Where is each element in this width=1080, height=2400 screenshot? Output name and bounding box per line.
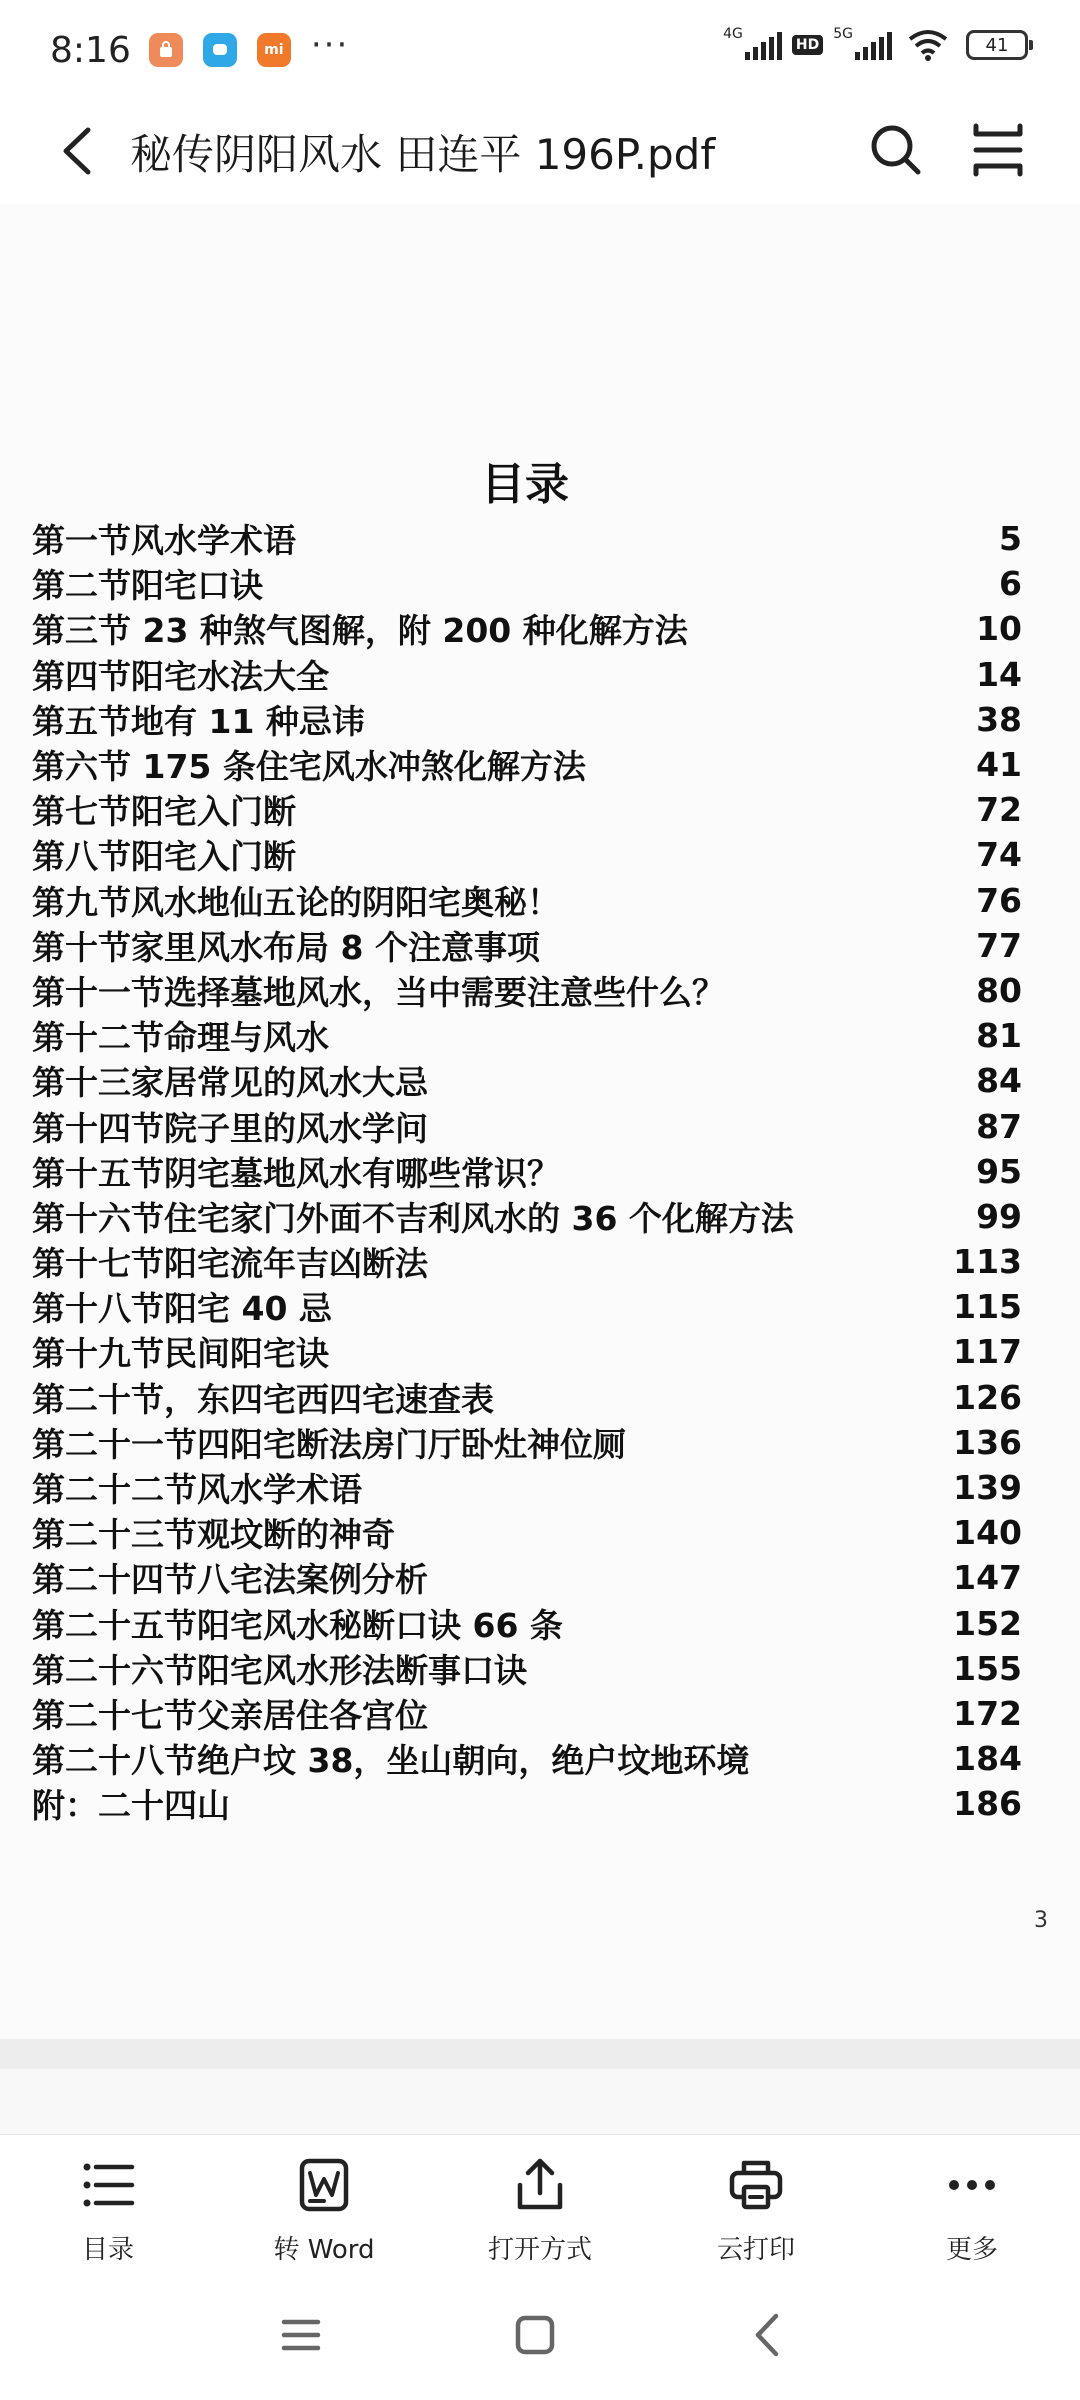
toc-entry-title: 第十八节阳宅 40 忌 <box>32 1289 332 1329</box>
toc-entry-title: 第一节风水学术语 <box>32 521 296 561</box>
toc-entry[interactable] <box>32 787 1022 832</box>
open-with-button[interactable] <box>432 2135 648 2274</box>
toc-entry-page: 147 <box>953 1558 1022 1598</box>
word-icon <box>294 2155 354 2215</box>
toc-entry-title: 第七节阳宅入门断 <box>32 792 296 832</box>
signal-4g-icon <box>745 30 782 60</box>
toc-entry-title: 第二十二节风水学术语 <box>32 1470 362 1510</box>
toc-entry-title: 附：二十四山 <box>32 1786 230 1826</box>
cloud-print-button[interactable] <box>648 2135 864 2274</box>
toc-entry-page: 72 <box>976 790 1022 830</box>
toc-entry[interactable] <box>32 1103 1022 1148</box>
document-viewer[interactable] <box>0 204 1080 2134</box>
toc-entry-title: 第三节 23 种煞气图解，附 200 种化解方法 <box>32 611 688 651</box>
toc-entry-title: 第十二节命理与风水 <box>32 1018 329 1058</box>
back-button[interactable] <box>52 124 102 178</box>
toc-entry-page: 172 <box>953 1693 1022 1733</box>
page-number: 3 <box>1034 1908 1048 1933</box>
toc-entry-page: 87 <box>976 1106 1022 1146</box>
status-bar <box>0 0 1080 100</box>
toc-entry[interactable] <box>32 832 1022 877</box>
wifi-icon <box>908 29 948 61</box>
toc-entry-title: 第二十三节观坟断的神奇 <box>32 1515 395 1555</box>
toc-entry-page: 95 <box>976 1151 1022 1191</box>
toc-entry-title: 第八节阳宅入门断 <box>32 837 296 877</box>
next-pdf-page[interactable] <box>0 2069 1080 2139</box>
title-bar <box>0 100 1080 200</box>
toc-entry[interactable] <box>32 652 1022 697</box>
toc-entry-title: 第二节阳宅口诀 <box>32 566 263 606</box>
toc-entry[interactable] <box>32 1510 1022 1555</box>
toc-list <box>32 516 1022 1826</box>
more-notifications-icon: ··· <box>310 25 350 65</box>
more-button[interactable] <box>864 2135 1080 2274</box>
toc-entry-title: 第二十八节绝户坟 38，坐山朝向，绝户坟地环境 <box>32 1741 750 1781</box>
toc-entry[interactable] <box>32 1646 1022 1691</box>
toc-entry-title: 第二十节，东四宅西四宅速查表 <box>32 1379 494 1419</box>
toc-entry-page: 10 <box>976 609 1022 649</box>
pdf-page[interactable] <box>0 204 1080 2039</box>
home-icon[interactable] <box>510 2310 560 2360</box>
cloud-print-label: 云打印 <box>716 2235 795 2265</box>
toc-entry[interactable] <box>32 1781 1022 1826</box>
status-indicators <box>723 26 1028 64</box>
network-4g-label: 4G <box>723 26 743 42</box>
toc-entry-page: 99 <box>976 1196 1022 1236</box>
toc-entry[interactable] <box>32 1194 1022 1239</box>
toc-entry-page: 186 <box>953 1784 1022 1824</box>
toc-entry-title: 第十四节院子里的风水学问 <box>32 1108 428 1148</box>
toc-entry[interactable] <box>32 878 1022 923</box>
toc-entry-title: 第十六节住宅家门外面不吉利风水的 36 个化解方法 <box>32 1198 794 1238</box>
clock: 8:16 <box>50 29 131 71</box>
toc-entry-page: 6 <box>999 564 1022 604</box>
toc-entry[interactable] <box>32 606 1022 651</box>
toc-entry[interactable] <box>32 697 1022 742</box>
toc-entry-title: 第十节家里风水布局 8 个注意事项 <box>32 927 540 967</box>
toc-entry-title: 第六节 175 条住宅风水冲煞化解方法 <box>32 747 586 787</box>
toc-entry-page: 117 <box>953 1332 1022 1372</box>
chat-icon <box>203 33 237 67</box>
toc-entry[interactable] <box>32 1239 1022 1284</box>
toc-entry[interactable] <box>32 1149 1022 1194</box>
toc-entry[interactable] <box>32 742 1022 787</box>
toc-entry-page: 152 <box>953 1603 1022 1643</box>
toc-entry[interactable] <box>32 516 1022 561</box>
share-icon <box>510 2155 570 2215</box>
convert-word-label: 转 Word <box>273 2235 375 2265</box>
menu-icon[interactable] <box>276 2310 326 2360</box>
toc-entry-page: 76 <box>976 880 1022 920</box>
toc-entry[interactable] <box>32 1736 1022 1781</box>
toc-entry-title: 第二十五节阳宅风水秘断口诀 66 条 <box>32 1605 563 1645</box>
toc-entry[interactable] <box>32 1013 1022 1058</box>
toc-entry-title: 第十三家居常见的风水大忌 <box>32 1063 428 1103</box>
toc-entry-title: 第十七节阳宅流年吉凶断法 <box>32 1244 428 1284</box>
toc-entry-title: 第十一节选择墓地风水，当中需要注意些什么？ <box>32 972 725 1012</box>
toc-entry[interactable] <box>32 968 1022 1013</box>
toc-entry-page: 38 <box>976 699 1022 739</box>
page-divider <box>0 2039 1080 2069</box>
convert-word-button[interactable] <box>216 2135 432 2274</box>
printer-icon <box>726 2155 786 2215</box>
toc-entry[interactable] <box>32 1465 1022 1510</box>
open-with-label: 打开方式 <box>487 2235 592 2265</box>
toc-entry-title: 第四节阳宅水法大全 <box>32 656 329 696</box>
toc-entry-title: 第九节风水地仙五论的阴阳宅奥秘！ <box>32 882 560 922</box>
toc-entry-title: 第十九节民间阳宅诀 <box>32 1334 329 1374</box>
toc-heading: 目录 <box>481 459 569 510</box>
toc-entry[interactable] <box>32 1420 1022 1465</box>
toc-entry-page: 113 <box>953 1242 1022 1282</box>
mi-icon: mi <box>257 33 291 67</box>
toc-entry[interactable] <box>32 1329 1022 1374</box>
toc-entry-page: 77 <box>976 925 1022 965</box>
more-label: 更多 <box>945 2235 998 2265</box>
toc-entry-title: 第二十六节阳宅风水形法断事口诀 <box>32 1650 527 1690</box>
toc-entry-page: 84 <box>976 1061 1022 1101</box>
toc-entry[interactable] <box>32 923 1022 968</box>
system-nav-bar <box>0 2274 1080 2400</box>
toc-entry-page: 155 <box>953 1648 1022 1688</box>
toc-label: 目录 <box>81 2235 134 2265</box>
toc-entry-page: 126 <box>953 1377 1022 1417</box>
toc-entry-page: 81 <box>976 1016 1022 1056</box>
back-icon[interactable] <box>744 2310 794 2360</box>
toc-entry-page: 140 <box>953 1513 1022 1553</box>
toc-entry[interactable] <box>32 1601 1022 1646</box>
battery-indicator: 41 <box>966 30 1028 60</box>
toc-entry-page: 41 <box>976 745 1022 785</box>
toc-entry-title: 第五节地有 11 种忌讳 <box>32 701 365 741</box>
toc-entry[interactable] <box>32 1555 1022 1600</box>
shop-icon <box>149 33 183 67</box>
toc-button[interactable] <box>0 2135 216 2274</box>
hd-badge: HD <box>792 35 823 55</box>
toc-entry-title: 第二十四节八宅法案例分析 <box>32 1560 428 1600</box>
toc-entry[interactable] <box>32 1284 1022 1329</box>
more-icon <box>942 2155 1002 2215</box>
toc-entry-title: 第二十一节四阳宅断法房门厅卧灶神位厕 <box>32 1424 626 1464</box>
document-title: 秘传阴阳风水 田连平 196P.pdf <box>130 130 716 179</box>
toc-entry[interactable] <box>32 561 1022 606</box>
toc-entry-page: 80 <box>976 970 1022 1010</box>
toc-entry-page: 139 <box>953 1468 1022 1508</box>
list-icon <box>78 2155 138 2215</box>
network-5g-label: 5G <box>833 26 853 42</box>
toc-entry-page: 136 <box>953 1422 1022 1462</box>
toc-entry-title: 第十五节阴宅墓地风水有哪些常识？ <box>32 1153 560 1193</box>
fullscreen-icon[interactable] <box>970 122 1026 178</box>
search-icon[interactable] <box>866 120 926 180</box>
toc-entry-page: 5 <box>999 519 1022 559</box>
toc-entry-page: 74 <box>976 835 1022 875</box>
signal-5g-icon <box>855 30 892 60</box>
toc-entry-page: 115 <box>953 1287 1022 1327</box>
toc-entry[interactable] <box>32 1691 1022 1736</box>
bottom-toolbar <box>0 2134 1080 2274</box>
toc-entry-page: 14 <box>976 654 1022 694</box>
toc-entry-page: 184 <box>953 1739 1022 1779</box>
toc-entry[interactable] <box>32 1375 1022 1420</box>
toc-entry-title: 第二十七节父亲居住各宫位 <box>32 1695 428 1735</box>
toc-entry[interactable] <box>32 1058 1022 1103</box>
